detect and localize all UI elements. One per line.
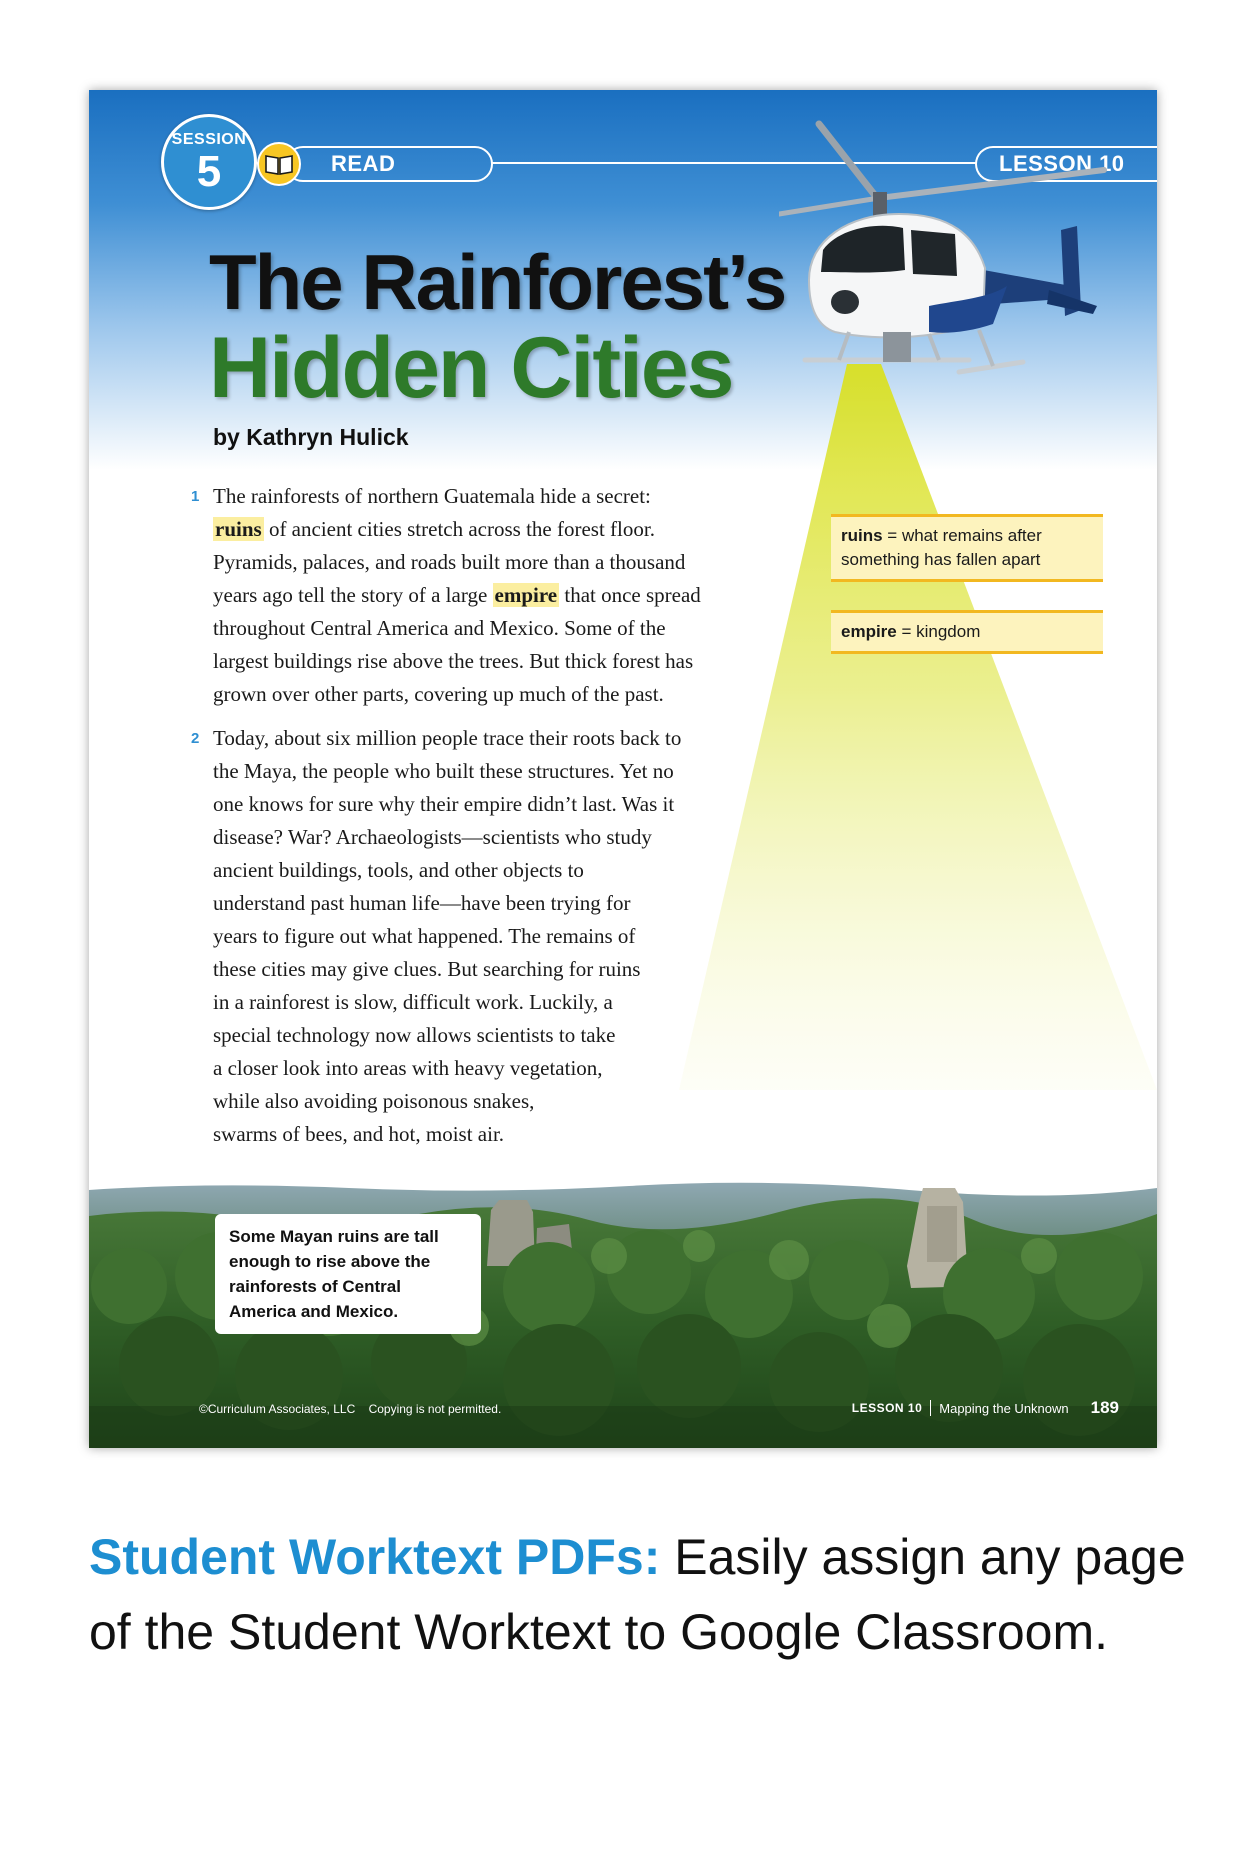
text-line: understand past human life—have been trying for <box>213 891 631 915</box>
lesson-label: LESSON 10 <box>999 151 1125 176</box>
footer-lesson: LESSON 10 <box>851 1401 923 1415</box>
article-title-line2: Hidden Cities <box>209 320 733 416</box>
text-line: disease? War? Archaeologists—scientists who study <box>213 825 652 849</box>
glossary-definition: what remains after something has fallen apart <box>841 526 1042 569</box>
text-line: Today, about six million people trace their roots back to <box>213 726 682 750</box>
text-line: grown over other parts, covering up much of the past. <box>213 682 664 706</box>
text-line: swarms of bees, and hot, moist air. <box>213 1122 505 1146</box>
promo-text <box>89 1520 1189 1670</box>
text-line: one knows for sure why their empire didn’t last. Was it <box>213 792 675 816</box>
promo-highlight: Student Worktext PDFs: <box>89 1529 661 1585</box>
text-line: years ago tell the story of a large empire that once spread <box>213 583 701 607</box>
read-label: READ <box>331 151 396 176</box>
text-line: a closer look into areas with heavy vegetation, <box>213 1056 603 1080</box>
session-badge <box>161 114 257 210</box>
text-line: throughout Central America and Mexico. Some of the <box>213 616 666 640</box>
text-line: largest buildings rise above the trees. But thick forest has <box>213 649 694 673</box>
glossary-term: empire <box>841 622 897 641</box>
text-line: The rainforests of northern Guatemala hide a secret: <box>213 484 651 508</box>
session-number: 5 <box>196 147 222 196</box>
byline: by Kathryn Hulick <box>213 424 409 450</box>
footer-divider <box>930 1400 931 1416</box>
book-icon <box>257 142 301 186</box>
text-line: special technology now allows scientists to take <box>213 1023 616 1047</box>
text-line: ancient buildings, tools, and other objects to <box>213 858 584 882</box>
paragraph-number: 1 <box>191 488 200 505</box>
paragraph-number: 2 <box>191 730 200 747</box>
vocab-word-ruins: ruins <box>215 517 262 541</box>
page-number: 189 <box>1090 1398 1119 1417</box>
text-line: while also avoiding poisonous snakes, <box>213 1089 535 1113</box>
glossary-box-empire: empire = kingdom <box>831 610 1103 654</box>
glossary-box-ruins: ruins = what remains after something has fallen apart <box>831 514 1103 582</box>
text-line: ruins of ancient cities stretch across the forest floor. <box>215 517 655 541</box>
session-label: SESSION <box>171 131 247 148</box>
glossary-term: ruins <box>841 526 883 545</box>
copyright-notice: ©Curriculum Associates, LLC Copying is not permitted. <box>199 1402 502 1416</box>
helicopter-image <box>779 110 1109 400</box>
text-line: these cities may give clues. But searching for ruins <box>213 957 641 981</box>
vocab-word-empire: empire <box>494 583 558 607</box>
text-line: in a rainforest is slow, difficult work. Luckily, a <box>213 990 613 1014</box>
text-line: the Maya, the people who built these structures. Yet no <box>213 759 674 783</box>
text-line: years to figure out what happened. The remains of <box>213 924 636 948</box>
photo-caption: Some Mayan ruins are tall enough to rise above the rainforests of Central America and Mexico. <box>215 1214 481 1334</box>
worktext-page <box>89 90 1157 1448</box>
article-title-line1: The Rainforest’s <box>209 238 786 326</box>
paragraph-1 <box>191 480 701 711</box>
footer-unit: Mapping the Unknown <box>939 1400 1069 1416</box>
glossary-definition: kingdom <box>916 622 981 641</box>
read-label-pill <box>285 146 493 182</box>
page-footer <box>852 1398 1119 1418</box>
text-line: Pyramids, palaces, and roads built more than a thousand <box>213 550 686 574</box>
paragraph-2 <box>191 722 682 1151</box>
promo-description: Easily assign any page of the Student Worktext to Google Classroom. <box>89 1529 1186 1660</box>
